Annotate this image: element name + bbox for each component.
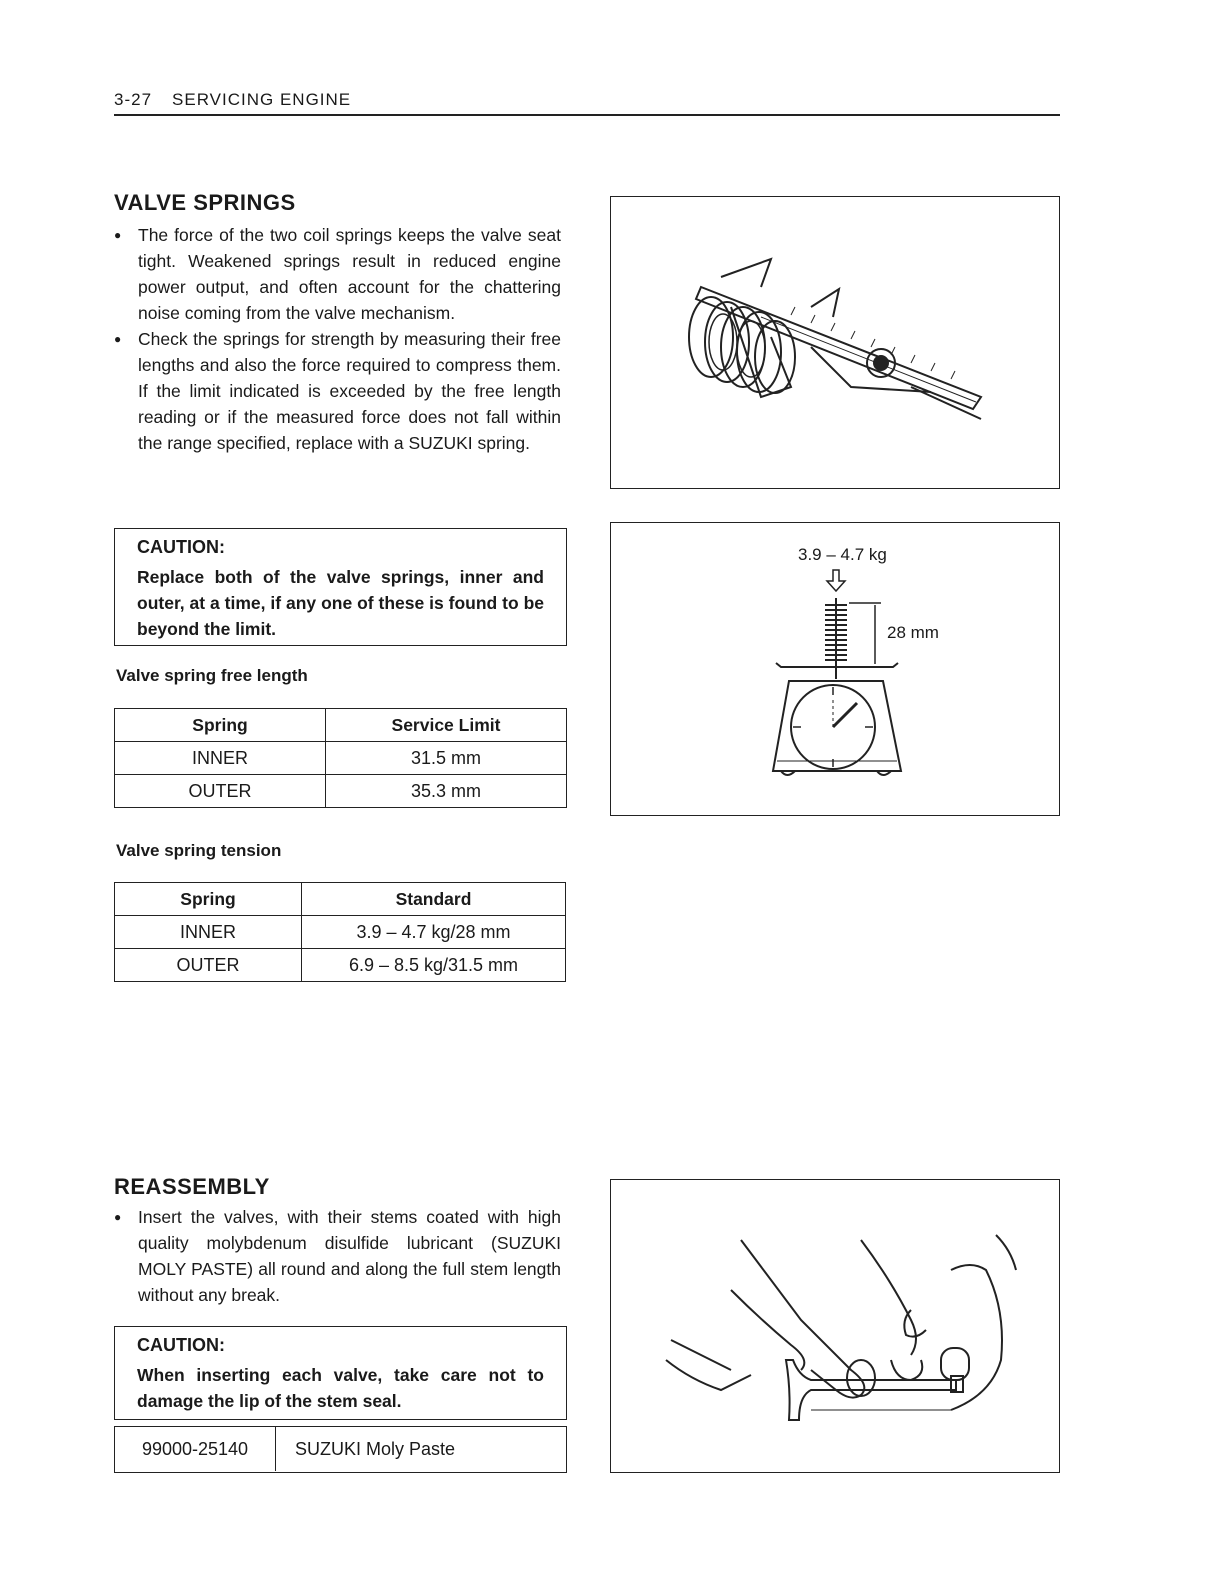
length-label: 28 mm	[887, 623, 939, 642]
column-header: Standard	[302, 883, 566, 916]
table-row	[115, 742, 567, 775]
page-number: 3-27	[114, 90, 153, 109]
table-cell: 31.5 mm	[326, 742, 567, 775]
caution-title: CAUTION:	[137, 1335, 225, 1355]
valve-springs-heading: VALVE SPRINGS	[114, 190, 296, 215]
valve-springs-bullet-2: ● Check the springs for strength by measuring their free lengths and also the force required to compress them. If the limit indicated is exceeded by the free length reading or if the measured force does not fall within the range specified, replace with a SUZUKI spring.	[114, 326, 561, 456]
column-header: Spring	[115, 883, 302, 916]
hands-valve-illustration	[611, 1180, 1058, 1471]
caution-title: CAUTION:	[137, 537, 225, 557]
column-header: Spring	[115, 709, 326, 742]
tension-caption: Valve spring tension	[116, 841, 282, 860]
table-row	[115, 775, 567, 808]
tension-table	[114, 882, 566, 982]
arrow-down-icon	[827, 570, 845, 591]
table-cell: OUTER	[115, 949, 302, 982]
table-cell: INNER	[115, 742, 326, 775]
page-header	[114, 90, 351, 110]
spring-scale-figure	[610, 522, 1060, 816]
table-row	[115, 949, 566, 982]
caution-box-springs	[114, 528, 567, 646]
header-rule	[114, 114, 1060, 116]
table-row	[115, 916, 566, 949]
valve-springs-text	[114, 222, 561, 456]
valve-springs-bullet-1: ● The force of the two coil springs keeps the valve seat tight. Weakened springs result in reduced engine power output, and often account for the chattering noise coming from the valve mechanism.	[114, 222, 561, 326]
table-cell: 6.9 – 8.5 kg/31.5 mm	[302, 949, 566, 982]
caution-box-reassembly	[114, 1326, 567, 1420]
free-length-table	[114, 708, 567, 808]
table-cell: OUTER	[115, 775, 326, 808]
valve-insertion-figure	[610, 1179, 1060, 1473]
reassembly-heading: REASSEMBLY	[114, 1174, 270, 1199]
table-cell: 3.9 – 4.7 kg/28 mm	[302, 916, 566, 949]
table-cell: INNER	[115, 916, 302, 949]
column-header: Service Limit	[326, 709, 567, 742]
reassembly-text	[114, 1204, 561, 1308]
table-cell: 35.3 mm	[326, 775, 567, 808]
caliper-figure	[610, 196, 1060, 489]
table-header-row	[115, 709, 567, 742]
free-length-caption: Valve spring free length	[116, 666, 308, 685]
tool-number: 99000-25140	[115, 1427, 276, 1471]
caution-text: When inserting each valve, take care not to damage the lip of the stem seal.	[137, 1365, 544, 1411]
section-title: SERVICING ENGINE	[172, 90, 352, 109]
special-tool-box	[114, 1426, 567, 1473]
tool-name: SUZUKI Moly Paste	[295, 1438, 456, 1459]
spring-scale-illustration	[611, 523, 1058, 814]
caliper-illustration	[611, 197, 1058, 487]
table-header-row	[115, 883, 566, 916]
reassembly-bullet-1: ● Insert the valves, with their stems coated with high quality molybdenum disulfide lubricant (SUZUKI MOLY PASTE) all round and along the full stem length without any break.	[114, 1204, 561, 1308]
caution-text: Replace both of the valve springs, inner and outer, at a time, if any one of these is found to be beyond the limit.	[137, 567, 544, 639]
force-label: 3.9 – 4.7 kg	[798, 545, 887, 564]
